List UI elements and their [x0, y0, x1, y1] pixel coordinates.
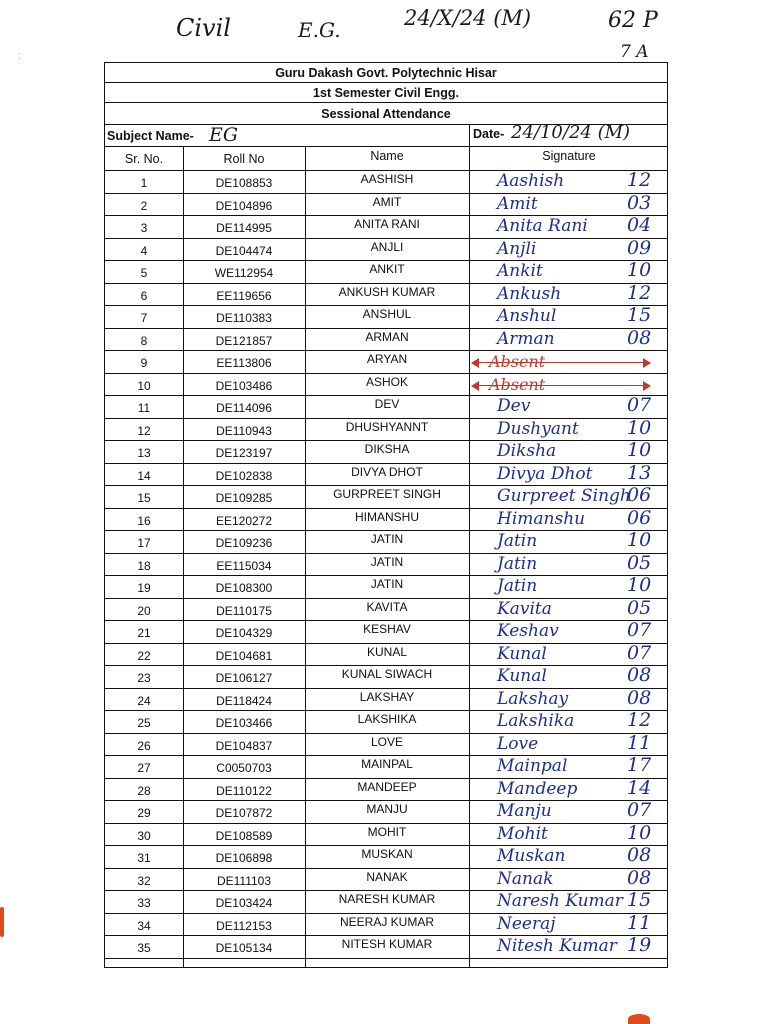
marks-cell: 19 [627, 934, 652, 956]
table-row [105, 441, 667, 464]
marks-cell: 10 [627, 439, 652, 461]
marks-cell: 14 [627, 776, 652, 799]
sr-no-cell: 35 [137, 941, 151, 955]
signature-cell: Mohit [497, 823, 548, 844]
roll-no-cell: DE118424 [216, 693, 272, 708]
name-cell: ANITA RANI [354, 217, 420, 231]
signature-cell: Jatin [497, 576, 538, 596]
marks-cell: 08 [627, 686, 652, 709]
signature-cell: Lakshika [497, 711, 575, 731]
sr-no-cell: 6 [140, 288, 148, 303]
name-cell: JATIN [370, 532, 404, 546]
name-cell: AMIT [372, 194, 402, 209]
marks-cell: 10 [627, 529, 652, 551]
sr-no-cell: 10 [137, 378, 151, 393]
name-cell: ANJLI [370, 239, 404, 254]
roll-no-cell: C0050703 [216, 761, 272, 775]
roll-no-cell: DE104474 [215, 243, 273, 258]
marks-cell: 10 [627, 259, 652, 281]
page-speck: ⁚ [18, 52, 21, 61]
roll-no-cell: EE113806 [216, 356, 272, 370]
marks-cell: 10 [627, 416, 652, 439]
name-cell: ARMAN [365, 329, 409, 344]
signature-cell: Manju [497, 801, 552, 821]
name-cell: DHUSHYANNT [345, 419, 429, 434]
note-date: 24/X/24 (M) [404, 6, 532, 30]
name-cell: NANAK [366, 869, 408, 884]
signature-cell: Kavita [497, 598, 552, 619]
sr-no-cell: 22 [137, 648, 151, 663]
table-row [105, 891, 667, 914]
sr-no-cell: 20 [137, 603, 151, 618]
table-row [105, 531, 667, 554]
sr-no-cell: 7 [140, 311, 148, 325]
signature-absent: Absent [489, 374, 546, 394]
table-row [105, 621, 667, 644]
table-row [105, 416, 667, 442]
signature-cell: Dev [497, 396, 531, 416]
name-cell: NITESH KUMAR [341, 937, 433, 951]
roll-no-cell: DE123197 [215, 446, 273, 460]
signature-cell: Diksha [497, 441, 557, 461]
col-sr-no: Sr. No. [124, 152, 164, 166]
marks-cell: 10 [627, 821, 652, 844]
table-row [105, 281, 667, 307]
name-cell: MUSKAN [361, 847, 413, 861]
signature-cell: Gurpreet Singh [497, 486, 631, 506]
marks-cell: 06 [627, 484, 652, 506]
sr-no-cell: 27 [137, 761, 151, 775]
signature-cell: Jatin [497, 553, 538, 574]
name-cell: ANSHUL [362, 307, 412, 321]
name-cell: DIVYA DHOT [351, 464, 423, 479]
roll-no-cell: EE120272 [215, 513, 273, 528]
signature-cell: Anshul [497, 306, 557, 326]
marks-cell: 12 [627, 709, 652, 731]
roll-no-cell: DE107872 [215, 806, 273, 820]
sr-no-cell: 32 [137, 873, 151, 888]
roll-no-cell: EE119656 [216, 288, 272, 303]
marks-cell: 08 [627, 664, 652, 686]
name-cell: DEV [374, 397, 400, 411]
sr-no-cell: 30 [137, 828, 151, 843]
name-cell: ARYAN [366, 352, 408, 366]
signature-cell: Nitesh Kumar [497, 936, 617, 956]
name-cell: KUNAL SIWACH [341, 667, 433, 681]
roll-no-cell: DE102838 [215, 468, 273, 483]
signature-cell: Dushyant [497, 418, 579, 439]
table-row [105, 461, 667, 487]
subject-label: Subject Name- [107, 129, 194, 143]
table-row [105, 936, 667, 959]
marks-cell: 05 [627, 551, 652, 574]
table-row [105, 776, 667, 802]
marks-cell: 12 [627, 169, 652, 191]
table-row [105, 236, 667, 262]
roll-no-cell: DE109285 [215, 491, 273, 505]
roll-no-cell: DE109236 [215, 536, 273, 550]
attendance-sheet [104, 62, 668, 968]
signature-cell: Love [497, 733, 539, 754]
sr-no-cell: 25 [137, 716, 151, 730]
absent-arrow-line [475, 362, 645, 363]
roll-no-cell: DE105134 [215, 941, 273, 955]
name-cell: LAKSHIKA [357, 712, 417, 726]
name-cell: ANKIT [369, 262, 405, 276]
sr-no-cell: 2 [140, 198, 148, 213]
sr-no-cell: 15 [137, 491, 151, 505]
marks-cell: 08 [627, 866, 652, 889]
table-row [105, 171, 667, 194]
roll-no-cell: DE104896 [215, 198, 273, 213]
roll-no-cell: DE106898 [215, 851, 273, 865]
roll-no-cell: DE108589 [215, 828, 273, 843]
marks-cell: 06 [627, 506, 652, 529]
signature-cell: Kunal [497, 643, 547, 664]
name-cell: GURPREET SINGH [333, 487, 441, 501]
signature-cell: Mandeep [497, 778, 578, 799]
signature-cell: Nanak [497, 868, 554, 889]
marks-cell: 09 [627, 236, 652, 259]
table-row [105, 866, 667, 892]
sr-no-cell: 23 [137, 671, 151, 685]
sr-no-cell: 33 [137, 896, 151, 910]
roll-no-cell: DE103424 [215, 896, 273, 910]
table-row [105, 596, 667, 622]
table-row [105, 261, 667, 284]
arrow-right-icon [643, 381, 651, 391]
name-cell: MANDEEP [357, 779, 417, 794]
marks-cell: 08 [627, 326, 652, 349]
column-header-row [105, 147, 667, 171]
note-absent-count: 7 A [620, 42, 649, 62]
signature-cell: Jatin [497, 531, 538, 551]
table-row [105, 374, 667, 397]
table-row [105, 756, 667, 779]
marks-cell: 11 [627, 731, 652, 754]
signature-cell: Ankit [497, 261, 543, 281]
table-row [105, 731, 667, 757]
marks-cell: 07 [627, 799, 652, 821]
roll-no-cell: DE104329 [215, 626, 273, 640]
table-row [105, 821, 667, 847]
table-row [105, 846, 667, 869]
subject-date-row [105, 122, 667, 147]
marks-cell: 12 [627, 281, 652, 304]
sr-no-cell: 5 [140, 266, 148, 280]
name-cell: AASHISH [360, 172, 414, 186]
roll-no-cell: DE114995 [216, 221, 272, 235]
marks-cell: 17 [627, 754, 652, 776]
name-cell: JATIN [370, 577, 404, 591]
arrow-right-icon [643, 358, 651, 368]
signature-cell: Keshav [497, 621, 559, 641]
roll-no-cell: DE112153 [216, 918, 272, 933]
ink-blot [628, 1014, 650, 1024]
arrow-left-icon [471, 381, 479, 391]
table-row [105, 801, 667, 824]
roll-no-cell: DE108853 [215, 176, 273, 190]
marks-cell: 10 [627, 574, 652, 596]
col-roll-no: Roll No [223, 152, 265, 166]
table-row [105, 551, 667, 577]
table-row [105, 911, 667, 937]
institute-title: Guru Dakash Govt. Polytechnic Hisar [105, 63, 667, 83]
roll-no-cell: DE121857 [215, 333, 273, 348]
table-row [105, 576, 667, 599]
subject-value: EG [209, 124, 239, 146]
name-cell: LAKSHAY [359, 689, 415, 704]
sr-no-cell: 11 [137, 401, 151, 415]
name-cell: NEERAJ KUMAR [339, 914, 434, 929]
table-row [105, 486, 667, 509]
table-row [105, 506, 667, 532]
marks-cell: 07 [627, 641, 652, 664]
name-cell: ANKUSH KUMAR [338, 284, 436, 299]
roll-no-cell: DE104837 [215, 738, 273, 753]
roll-no-cell: DE103466 [215, 716, 273, 730]
signature-cell: Anjli [497, 238, 537, 259]
signature-cell: Muskan [497, 846, 566, 866]
semester-title: 1st Semester Civil Engg. [105, 83, 667, 103]
sr-no-cell: 17 [137, 536, 151, 550]
sr-no-cell: 31 [137, 851, 151, 865]
sr-no-cell: 4 [140, 243, 148, 258]
roll-no-cell: DE108300 [215, 581, 273, 595]
marks-cell: 13 [627, 461, 652, 484]
name-cell: MOHIT [367, 824, 407, 839]
sr-no-cell: 12 [137, 423, 151, 438]
roll-no-cell: EE115034 [216, 558, 272, 573]
sr-no-cell: 26 [137, 738, 151, 753]
col-signature: Signature [542, 149, 596, 163]
table-row [105, 191, 667, 217]
marks-cell: 04 [627, 214, 652, 236]
roll-no-cell: DE103486 [215, 378, 273, 393]
date-label: Date- [473, 127, 505, 141]
roll-no-cell: DE110383 [216, 311, 272, 325]
signature-cell: Arman [497, 328, 555, 349]
name-cell: LOVE [370, 734, 403, 749]
marks-cell: 08 [627, 844, 652, 866]
col-name: Name [370, 149, 404, 163]
sr-no-cell: 16 [137, 513, 151, 528]
marks-cell: 03 [627, 191, 652, 214]
table-row [105, 306, 667, 329]
sr-no-cell: 14 [137, 468, 151, 483]
sr-no-cell: 8 [140, 333, 148, 348]
signature-cell: Himanshu [497, 508, 586, 529]
name-cell: KESHAV [363, 622, 411, 636]
absent-arrow-line [475, 385, 645, 386]
sr-no-cell: 28 [137, 783, 151, 798]
name-cell: NARESH KUMAR [338, 892, 436, 906]
sr-no-cell: 13 [137, 446, 151, 460]
date-value: 24/10/24 (M) [511, 122, 631, 143]
marks-cell: 15 [627, 889, 652, 911]
arrow-left-icon [471, 358, 479, 368]
table-row [105, 666, 667, 689]
roll-no-cell: DE111103 [216, 873, 272, 888]
table-row [105, 326, 667, 352]
signature-cell: Anita Rani [497, 216, 588, 236]
roll-no-cell: DE110175 [216, 603, 272, 618]
table-row [105, 351, 667, 374]
sheet-title: Sessional Attendance [105, 103, 667, 125]
table-row [105, 686, 667, 712]
note-branch: Civil [176, 14, 231, 42]
marks-cell: 05 [627, 596, 652, 619]
table-row [105, 396, 667, 419]
signature-cell: Divya Dhot [497, 463, 593, 484]
sr-no-cell: 9 [140, 356, 148, 370]
name-cell: HIMANSHU [354, 509, 419, 524]
name-cell: DIKSHA [364, 442, 410, 456]
sr-no-cell: 24 [137, 693, 151, 708]
roll-no-cell: DE110943 [216, 423, 272, 438]
roll-no-cell: DE114096 [216, 401, 272, 415]
roll-no-cell: WE112954 [214, 266, 274, 280]
margin-mark [0, 907, 4, 937]
note-present-count: 62 P [608, 8, 658, 33]
sr-no-cell: 18 [137, 558, 151, 573]
name-cell: KAVITA [366, 599, 408, 614]
sr-no-cell: 3 [140, 221, 148, 235]
signature-cell: Neeraj [497, 913, 556, 934]
roll-no-cell: DE104681 [215, 648, 273, 663]
signature-cell: Naresh Kumar [497, 891, 623, 911]
sr-no-cell: 29 [137, 806, 151, 820]
table-row [105, 641, 667, 667]
name-cell: MAINPAL [361, 757, 413, 771]
sr-no-cell: 34 [137, 918, 151, 933]
signature-cell: Kunal [497, 666, 547, 686]
name-cell: KUNAL [366, 644, 407, 659]
name-cell: ASHOK [365, 374, 408, 389]
marks-cell: 11 [627, 911, 652, 934]
table-row [105, 711, 667, 734]
signature-cell: Amit [497, 193, 538, 214]
subject-divider [469, 125, 470, 147]
name-cell: JATIN [370, 554, 404, 569]
table-row [105, 216, 667, 239]
name-cell: MANJU [366, 802, 408, 816]
marks-cell: 07 [627, 394, 652, 416]
roll-no-cell: DE110122 [216, 783, 272, 798]
signature-cell: Mainpal [497, 756, 568, 776]
sr-no-cell: 19 [137, 581, 151, 595]
sr-no-cell: 1 [140, 176, 148, 190]
marks-cell: 07 [627, 619, 652, 641]
signature-absent: Absent [489, 352, 546, 371]
marks-cell: 15 [627, 304, 652, 326]
signature-cell: Aashish [497, 171, 565, 191]
signature-cell: Ankush [497, 283, 562, 304]
signature-cell: Lakshay [497, 688, 569, 709]
note-subject: E.G. [298, 18, 341, 42]
sr-no-cell: 21 [137, 626, 151, 640]
roll-no-cell: DE106127 [215, 671, 273, 685]
